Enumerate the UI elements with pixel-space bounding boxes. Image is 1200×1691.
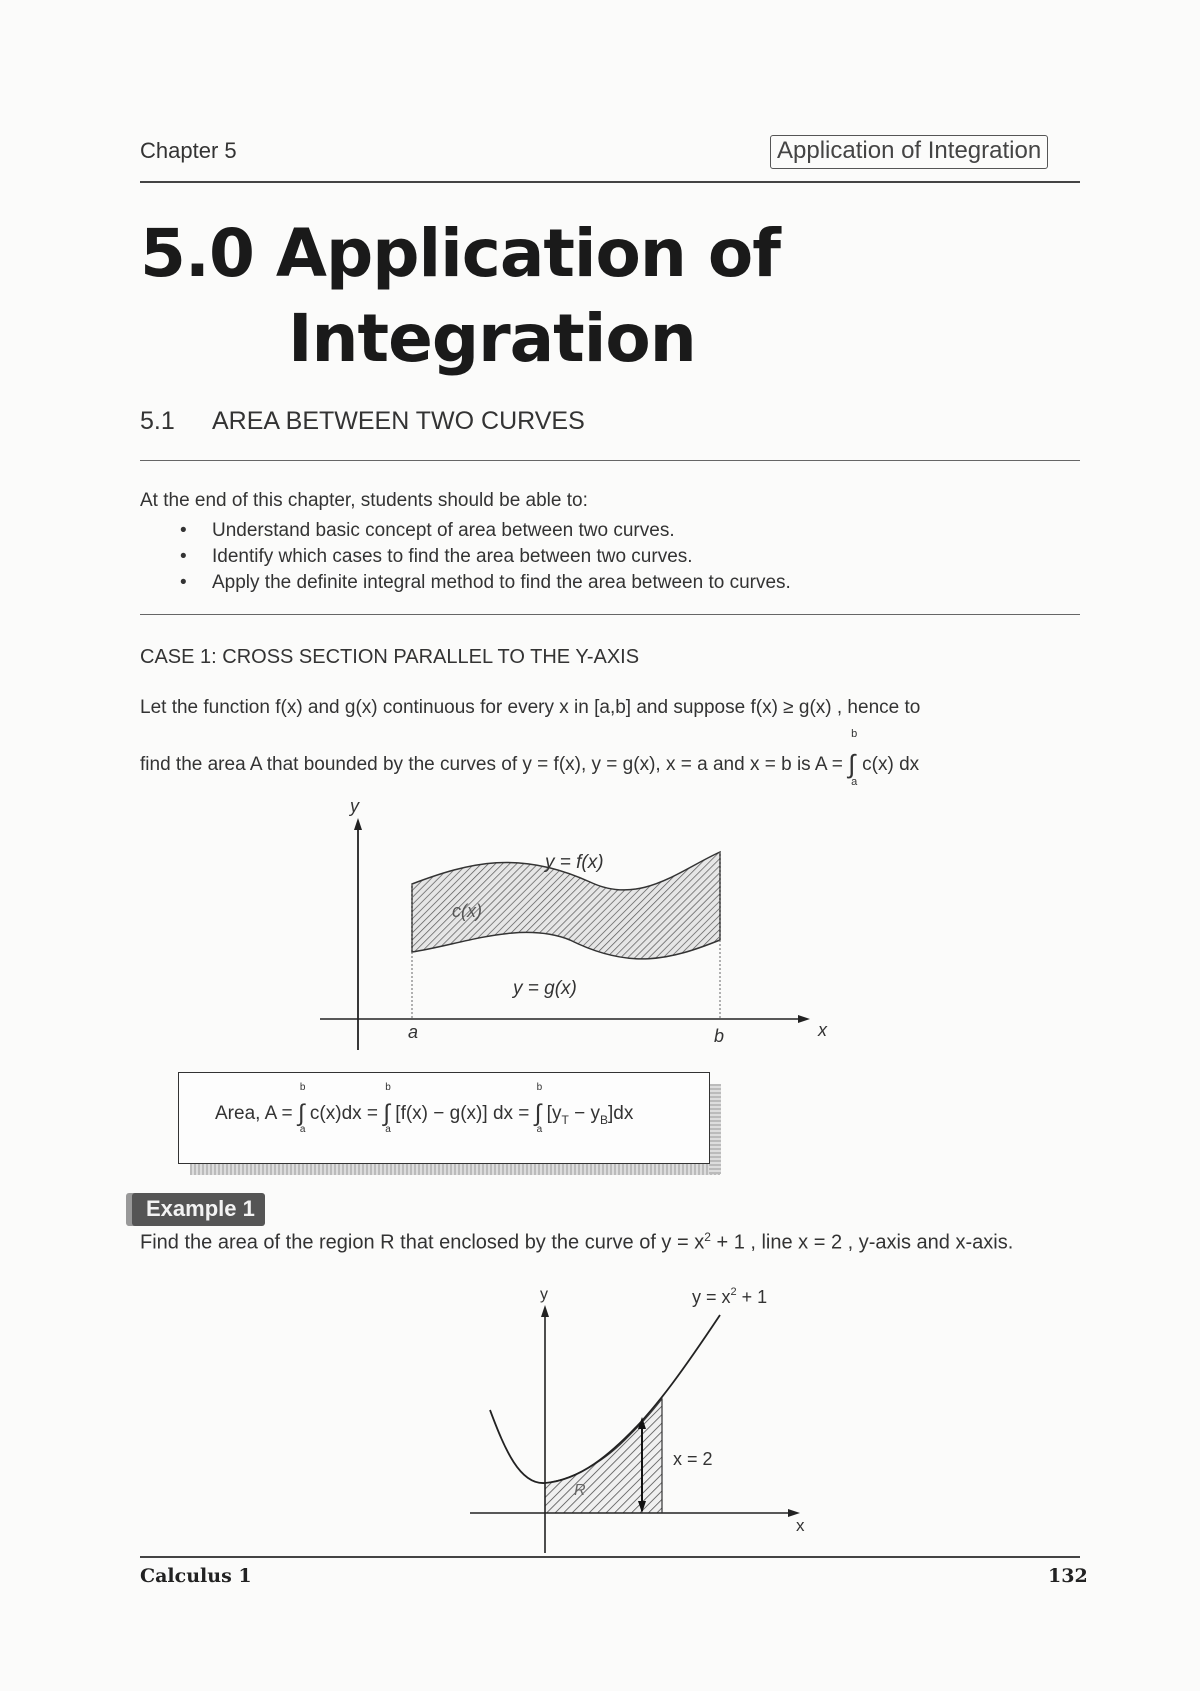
case1-line1: Let the function f(x) and g(x) continuous for every x in [a,b] and suppose f(x) ≥ g(x) , hence to	[140, 697, 921, 718]
example-text-before: Find the area of the region R that enclosed by the curve of y = x	[140, 1231, 705, 1254]
page-title-line2: Integration	[288, 300, 696, 377]
fig1-b-label: b	[714, 1026, 725, 1046]
page-number: 132	[1048, 1565, 1088, 1587]
integral-sign: ∫ b a	[297, 1082, 306, 1135]
case1-line2-text: find the area A that bounded by the curves of y = f(x), y = g(x), x = a and x = b is A =	[140, 754, 849, 775]
case1-heading: CASE 1: CROSS SECTION PARALLEL TO THE Y-AXIS	[140, 646, 640, 668]
formula-end: ]dx	[607, 1103, 634, 1124]
fig1-c-label: c(x)	[452, 901, 482, 921]
x-axis-arrow	[798, 1015, 810, 1023]
formula-term2: [f(x) − g(x)] dx =	[395, 1103, 535, 1124]
formula-box-shadow	[190, 1163, 720, 1175]
y-axis-arrow	[354, 818, 362, 830]
integral-lower-limit: a	[851, 776, 858, 788]
formula-term1: c(x)dx =	[309, 1103, 384, 1124]
example-exponent: 2	[704, 1230, 711, 1244]
fig2-y-label: y	[540, 1286, 548, 1303]
example-text-after: + 1 , line x = 2 , y-axis and x-axis.	[710, 1231, 1014, 1254]
fig2-curve-label: $y = x^2 + 1$	[692, 1286, 768, 1307]
footer-rule	[140, 1556, 1080, 1558]
case1-line2	[140, 728, 920, 788]
example-text	[140, 1230, 1013, 1255]
fig2-x-label: x	[796, 1516, 805, 1535]
integral-sign: ∫ b a	[383, 1082, 391, 1135]
formula-term3: [y	[546, 1103, 562, 1124]
section-rule	[140, 460, 1080, 461]
section-title: AREA BETWEEN TWO CURVES	[212, 407, 585, 435]
formula-prefix: Area, A =	[215, 1103, 298, 1124]
objectives-list	[170, 518, 791, 596]
chapter-tag: Application of Integration	[770, 135, 1048, 169]
objectives-intro: At the end of this chapter, students should be able to:	[140, 490, 588, 511]
fig1-y-label: y	[350, 796, 359, 816]
subscript-bottom: B	[599, 1112, 608, 1127]
section-number: 5.1	[140, 407, 175, 435]
fig1-x-label: x	[818, 1020, 827, 1040]
fig1-f-label: y = f(x)	[545, 852, 604, 873]
case1-integrand: c(x) dx	[862, 754, 920, 775]
objectives-rule	[140, 614, 1080, 615]
subscript-top: T	[561, 1112, 569, 1127]
example1-figure	[460, 1285, 840, 1565]
fig1-g-label: y = g(x)	[513, 978, 577, 999]
page-title-line1: 5.0 Application of	[140, 215, 780, 292]
example-badge: Example 1	[132, 1193, 265, 1226]
integral-sign: ∫ b a	[534, 1082, 543, 1135]
y-axis-arrow	[541, 1305, 549, 1317]
header-rule	[140, 181, 1080, 183]
formula-box-shadow-side	[709, 1084, 721, 1174]
objective-item: • Apply the definite integral method to find the area between to curves.	[170, 570, 791, 596]
area-between-curves-figure	[300, 790, 860, 1060]
footer-course: Calculus 1	[140, 1565, 252, 1587]
fig2-line-label: x = 2	[673, 1449, 713, 1469]
chapter-label: Chapter 5	[140, 138, 237, 163]
area-formula	[215, 1082, 634, 1135]
integral-upper-limit: b	[851, 728, 858, 740]
integral-sign: ∫ b a	[848, 728, 858, 788]
formula-minus: − y	[568, 1103, 600, 1124]
region-r	[545, 1399, 662, 1513]
objective-item: • Understand basic concept of area between two curves.	[170, 518, 791, 544]
fig2-region-label: R	[574, 1482, 586, 1499]
objective-item: • Identify which cases to find the area between two curves.	[170, 544, 791, 570]
fig1-a-label: a	[408, 1022, 419, 1042]
